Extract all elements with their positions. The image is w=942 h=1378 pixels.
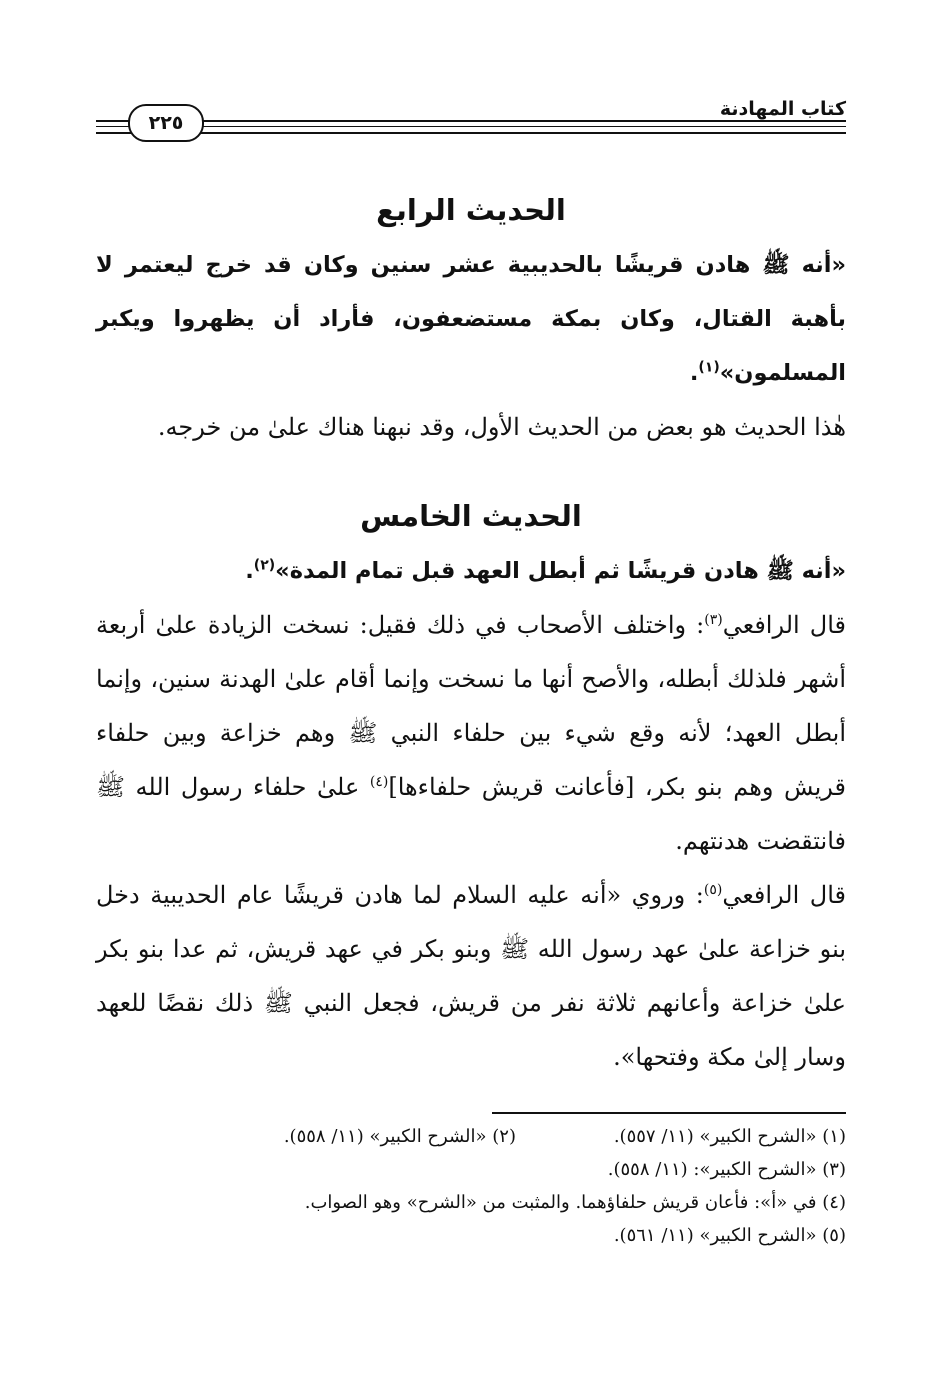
footnote-4: (٤) في «أ»: فأعان قريش حلفاؤهما. والمثبت من «الشرح» وهو الصواب.	[304, 1192, 846, 1213]
page-header	[96, 96, 846, 146]
hadith-end-mark: .	[689, 360, 699, 386]
speaker: قال الرافعي	[722, 881, 846, 909]
paragraph-text-end: علىٰ حلفاء رسول الله ﷺ فانتقضت هدنتهم.	[96, 773, 846, 855]
paragraph-text: : واختلف الأصحاب في ذلك فقيل: نسخت الزيادة علىٰ أربعة أشهر فلذلك أبطله، والأصح أنها ما نسخت وإنما أقام علىٰ الهدنة سنين، وإنما أبطل العهد؛ لأنه وقع شيء بين حلفاء النبي ﷺ وهم خزاعة وبين حلفاء قريش وهم بنو بكر، [فأعانت قريش حلفاءها]	[96, 611, 846, 801]
hadith-text-fourth	[96, 238, 846, 400]
paragraph-text: : وروي «أنه عليه السلام لما هادن قريشًا عام الحديبية دخل بنو خزاعة علىٰ عهد رسول الله ﷺ وبنو بكر في عهد قريش، ثم عدا بنو بكر علىٰ خزاعة وأعانهم ثلاثة نفر من قريش، فجعل النبي ﷺ ذلك نقضًا للعهد وسار إلىٰ مكة وفتحها».	[96, 881, 846, 1071]
footnote-3: (٣) «الشرح الكبير»: (١١/ ٥٥٨).	[607, 1159, 846, 1180]
page-number: ٢٢٥	[128, 104, 204, 142]
footnotes-block	[96, 1120, 846, 1252]
header-rule-middle	[96, 126, 846, 127]
running-book-title: كتاب المهادنة	[719, 98, 846, 120]
section-spacer	[96, 454, 846, 488]
section-heading-fourth-hadith: الحديث الرابع	[376, 193, 566, 227]
footnote-separator	[492, 1112, 846, 1114]
footnote-ref-3[interactable]: (٣)	[704, 612, 723, 628]
hadith-text-fifth	[96, 544, 846, 598]
footnote-ref-1[interactable]: (١)	[698, 359, 720, 376]
footnote-2: (٢) «الشرح الكبير» (١١/ ٥٥٨).	[283, 1126, 516, 1147]
rafii-quote-paragraph-1	[96, 598, 846, 868]
footnote-row	[96, 1120, 846, 1153]
commentary-paragraph: هٰذا الحديث هو بعض من الحديث الأول، وقد نبهنا هناك علىٰ من خرجه.	[157, 413, 846, 441]
footnote-ref-5[interactable]: (٥)	[703, 882, 723, 898]
page-body	[96, 182, 846, 1084]
footnote-ref-2[interactable]: (٢)	[253, 557, 276, 574]
footnote-ref-4[interactable]: (٤)	[369, 774, 389, 790]
section-heading-fifth-hadith: الحديث الخامس	[360, 499, 582, 533]
speaker: قال الرافعي	[722, 611, 846, 639]
rafii-quote-paragraph-2	[96, 868, 846, 1084]
hadith-quote: «أنه ﷺ هادن قريشًا ثم أبطل العهد قبل تمام المدة»	[275, 558, 846, 584]
hadith-end-mark: .	[245, 558, 254, 584]
header-rule-bottom	[96, 132, 846, 134]
footnote-5: (٥) «الشرح الكبير» (١١/ ٥٦١).	[613, 1225, 846, 1246]
hadith-quote: «أنه ﷺ هادن قريشًا بالحديبية عشر سنين وكان قد خرج ليعتمر لا بأهبة القتال، وكان بمكة مستضعفون، فأراد أن يظهروا ويكبر المسلمون»	[96, 252, 846, 386]
footnote-1: (١) «الشرح الكبير» (١١/ ٥٥٧).	[613, 1126, 846, 1147]
